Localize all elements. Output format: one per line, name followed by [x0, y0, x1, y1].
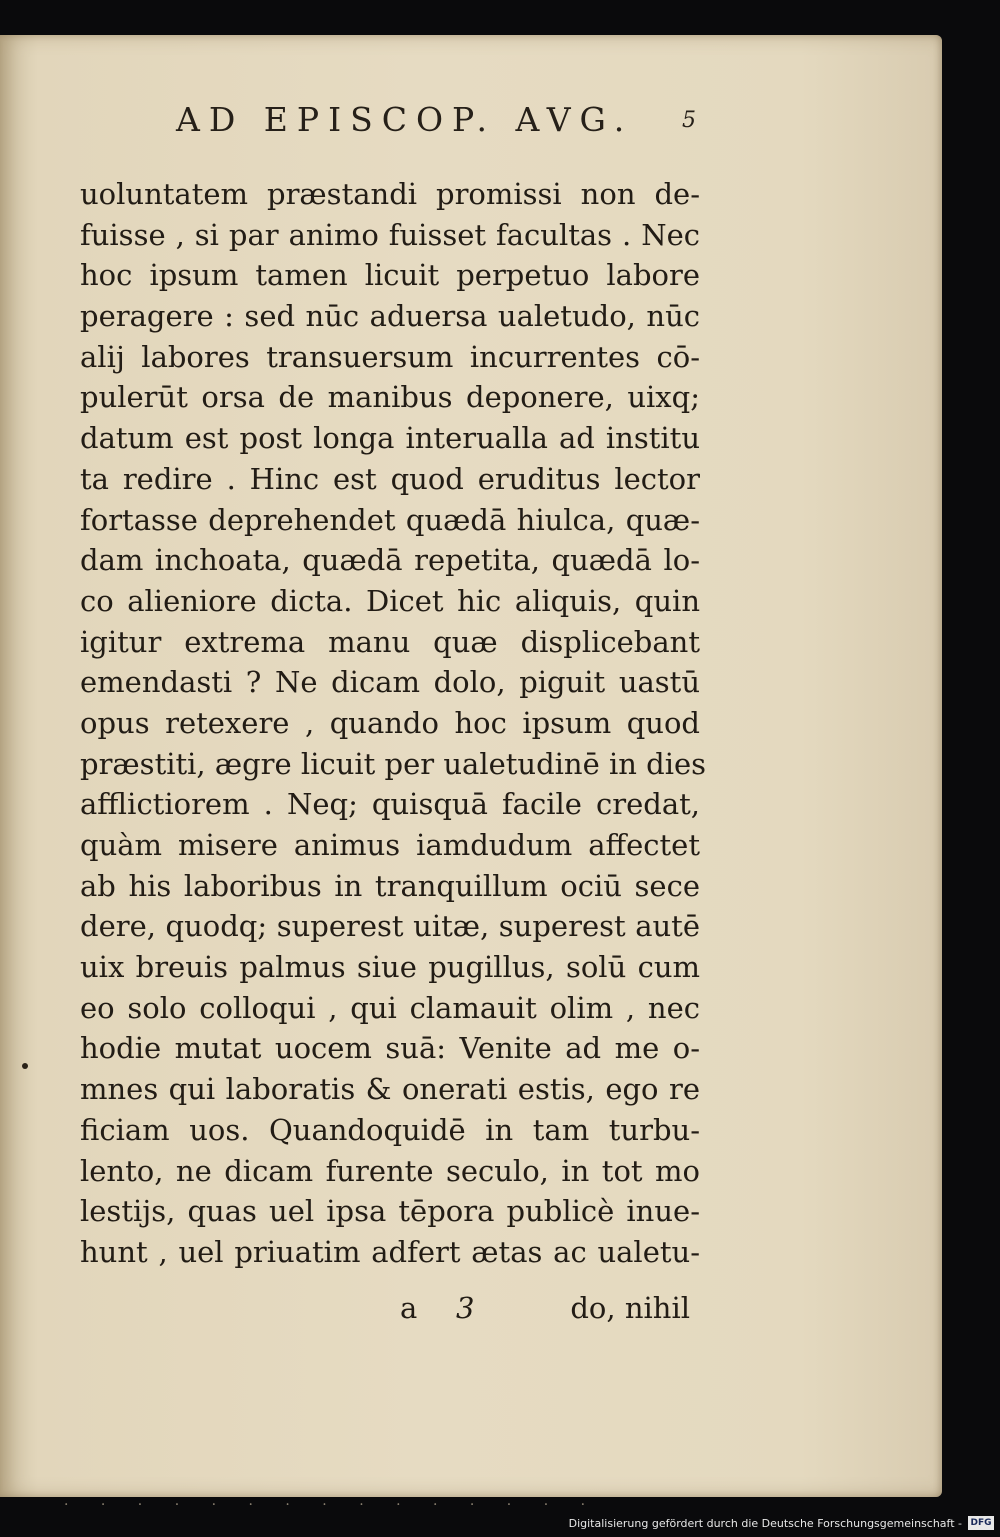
- page-footer: [400, 1288, 690, 1328]
- text-line: datum est post longa interualla ad institu: [80, 421, 700, 456]
- page-number: 5: [682, 108, 696, 133]
- page-header: [176, 100, 696, 140]
- dfg-logo-icon: DFG: [968, 1516, 994, 1530]
- text-line: quàm misere animus iamdudum affectet: [80, 828, 700, 862]
- text-line: ta redire . Hinc est quod eruditus lector: [80, 461, 700, 496]
- body-text: [80, 174, 707, 1273]
- text-line: co alieniore dicta. Dicet hic aliquis, quin: [80, 583, 700, 618]
- text-line: dam inchoata, quædā repetita, quædā lo-: [80, 543, 700, 578]
- text-line: peragere : sed nūc aduersa ualetudo, nūc: [80, 299, 700, 334]
- text-line: præstiti, ægre licuit per ualetudinē in dies: [80, 746, 707, 781]
- credit-text: Digitalisierung gefördert durch die Deutsche Forschungsgemeinschaft -: [568, 1516, 962, 1530]
- text-line: uoluntatem præstandi promissi non de-: [80, 177, 700, 211]
- text-line: hunt , uel priuatim adfert ætas ac ualetu-: [80, 1234, 700, 1269]
- text-line: alij labores transuersum incurrentes cō-: [80, 339, 700, 374]
- scan-edge-marks: · · · · · · · · · · · · · · ·: [64, 1497, 600, 1513]
- text-line: ab his laboribus in tranquillum ociū sece: [80, 868, 700, 903]
- text-line: hoc ipsum tamen licuit perpetuo labore: [80, 258, 700, 293]
- digitization-credit: [569, 1513, 994, 1533]
- text-line: fuisse , si par animo fuisset facultas . Nec: [80, 217, 700, 252]
- text-line: opus retexere , quando hoc ipsum quod: [80, 705, 700, 740]
- text-line: uix breuis palmus siue pugillus, solū cum: [80, 950, 700, 985]
- running-head: AD EPISCOP. AVG.: [176, 100, 634, 139]
- text-line: mnes qui laboratis & onerati estis, ego re: [80, 1072, 700, 1107]
- text-line: emendasti ? Ne dicam dolo, piguit uastū: [80, 665, 700, 700]
- text-line: dere, quodq; superest uitæ, superest autē: [80, 909, 700, 944]
- signature-mark: a: [400, 1291, 418, 1325]
- text-line: eo solo colloqui , qui clamauit olim , nec: [80, 990, 700, 1025]
- text-line: ficiam uos. Quandoquidē in tam turbu-: [80, 1112, 700, 1147]
- text-line: lestijs, quas uel ipsa tēpora publicè inue-: [80, 1194, 700, 1229]
- catchword: do, nihil: [570, 1291, 690, 1325]
- show-through-text: [920, 1150, 990, 1270]
- text-line: igitur extrema manu quæ displicebant: [80, 624, 700, 659]
- text-line: lento, ne dicam furente seculo, in tot mo: [80, 1153, 700, 1188]
- text-line: afflictiorem . Neq; quisquā facile credat,: [80, 787, 700, 822]
- margin-ink-dot: [22, 1063, 28, 1069]
- signature-number: 3: [456, 1291, 475, 1325]
- text-line: fortasse deprehendet quædā hiulca, quæ-: [80, 502, 700, 537]
- text-line: pulerūt orsa de manibus deponere, uixq;: [80, 380, 700, 415]
- text-line: hodie mutat uocem suā: Venite ad me o-: [80, 1031, 700, 1066]
